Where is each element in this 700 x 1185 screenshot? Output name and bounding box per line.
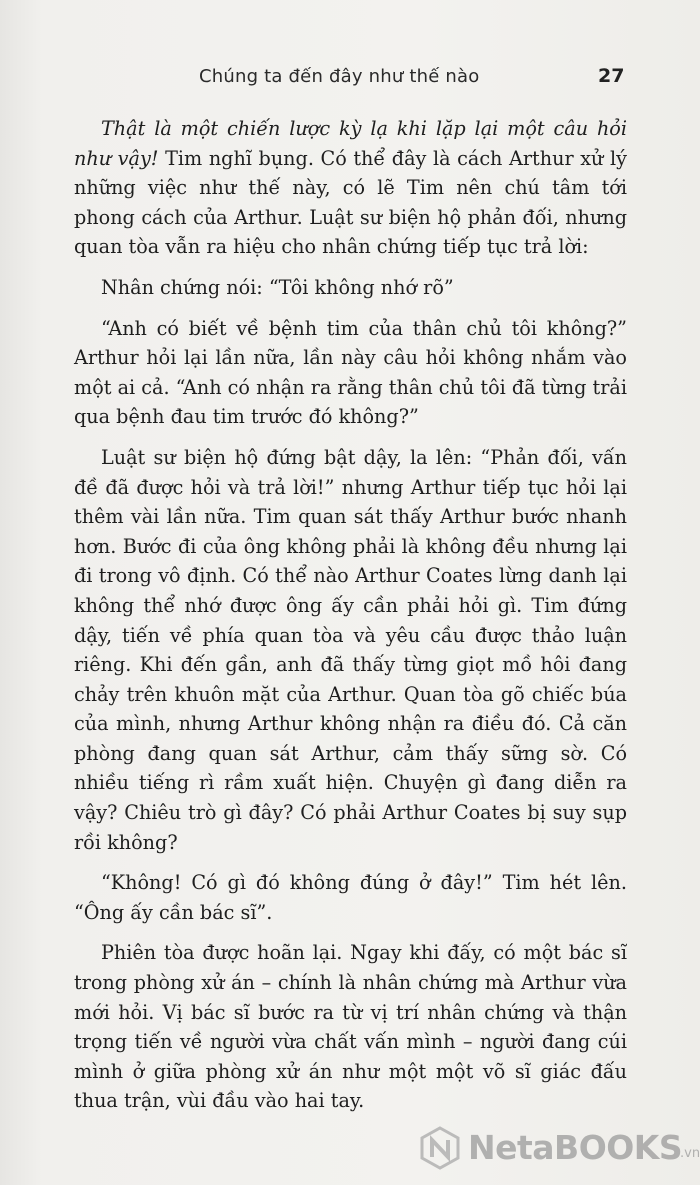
paragraph-1-rest: Tim nghĩ bụng. Có thể đây là cách Arthur xử lý những việc như thế này, có lẽ Tim nên chú tâm tới phong cách của Arthur. Luật sư biện hộ phản đối, nhưng quan tòa vẫn ra hiệu cho nhân chứng tiếp tục trả lời:	[74, 146, 627, 259]
paragraph-1	[74, 114, 627, 262]
page-body	[74, 114, 627, 1116]
page-header	[0, 66, 700, 96]
paragraph-6: Phiên tòa được hoãn lại. Ngay khi đấy, có một bác sĩ trong phòng xử án – chính là nhân chứng mà Arthur vừa mới hỏi. Vị bác sĩ bước ra từ vị trí nhân chứng và thận trọng tiến về người vừa chất vấn mình – người đang cúi mình ở giữa phòng xử án như một một võ sĩ giác đấu thua trận, vùi đầu vào hai tay.	[74, 941, 627, 1113]
paragraph-5: “Không! Có gì đó không đúng ở đây!” Tim hét lên. “Ông ấy cần bác sĩ”.	[74, 871, 627, 924]
running-title: Chúng ta đến đây như thế nào	[199, 66, 480, 87]
paragraph-1-italic: Thật là một chiến lược kỳ lạ khi lặp lại một câu hỏi như vậy!	[74, 117, 627, 170]
paragraph-4: Luật sư biện hộ đứng bật dậy, la lên: “Phản đối, vấn đề đã được hỏi và trả lời!” nhưng Arthur tiếp tục hỏi lại thêm vài lần nữa. Tim quan sát thấy Arthur bước nhanh hơn. Bước đi của ông không phải là không đều nhưng lại đi trong vô định. Có thể nào Arthur Coates lừng danh lại không thể nhớ được ông ấy cần phải hỏi gì. Tim đứng dậy, tiến về phía quan tòa và yêu cầu được thảo luận riêng. Khi đến gần, anh đã thấy từng giọt mồ hôi đang chảy trên khuôn mặt của Arthur. Quan tòa gõ chiếc búa của mình, nhưng Arthur không nhận ra điều đó. Cả căn phòng đang quan sát Arthur, cảm thấy sững sờ. Có nhiều tiếng rì rầm xuất hiện. Chuyện gì đang diễn ra vậy? Chiêu trò gì đây? Có phải Arthur Coates bị suy sụp rồi không?	[74, 445, 627, 854]
paragraph-3: “Anh có biết về bệnh tim của thân chủ tôi không?” Arthur hỏi lại lần nữa, lần này câu hỏi không nhắm vào một ai cả. “Anh có nhận ra rằng thân chủ tôi đã từng trải qua bệnh đau tim trước đó không?”	[74, 316, 627, 429]
page-number: 27	[598, 65, 625, 87]
watermark-tld: .vn	[680, 1146, 700, 1161]
watermark-brand: NetaBOOKS	[468, 1128, 683, 1167]
paragraph-2: Nhân chứng nói: “Tôi không nhớ rõ”	[101, 275, 454, 299]
watermark	[418, 1118, 700, 1178]
netabooks-logo-icon	[418, 1126, 462, 1170]
